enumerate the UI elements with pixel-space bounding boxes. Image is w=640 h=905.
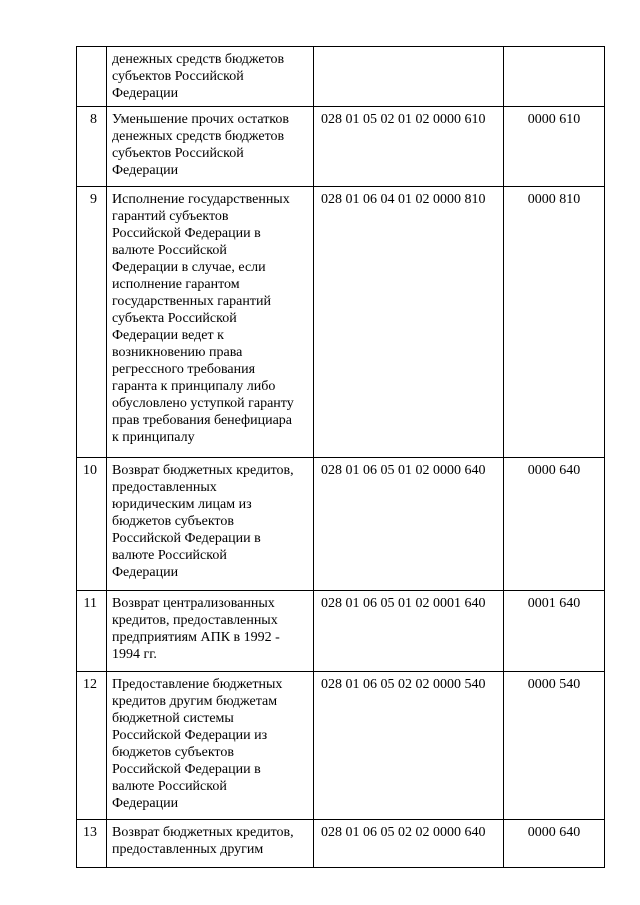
table-row: [77, 591, 605, 672]
row-code: 028 01 06 05 02 02 0000 640: [314, 820, 504, 868]
row-short-code: 0000 640: [504, 820, 605, 868]
table-row: [77, 672, 605, 820]
table-row: [77, 47, 605, 107]
row-short-code: 0000 810: [504, 187, 605, 458]
row-number: 10: [77, 458, 107, 591]
row-code: [314, 47, 504, 107]
table-row: [77, 820, 605, 868]
row-code: 028 01 06 05 01 02 0001 640: [314, 591, 504, 672]
row-description: Возврат бюджетных кредитов, предоставленных юридическим лицам из бюджетов субъектов Российской Федерации в валюте Российской Федерации: [107, 458, 314, 591]
row-description: Предоставление бюджетных кредитов другим бюджетам бюджетной системы Российской Федерации из бюджетов субъектов Российской Федерации в валюте Российской Федерации: [107, 672, 314, 820]
row-short-code: 0000 610: [504, 107, 605, 187]
row-code: 028 01 05 02 01 02 0000 610: [314, 107, 504, 187]
row-short-code: 0000 540: [504, 672, 605, 820]
row-short-code: 0001 640: [504, 591, 605, 672]
row-number: [77, 47, 107, 107]
row-description: Уменьшение прочих остатков денежных средств бюджетов субъектов Российской Федерации: [107, 107, 314, 187]
table-row: [77, 107, 605, 187]
budget-classification-table: [76, 46, 605, 868]
row-description: денежных средств бюджетов субъектов Российской Федерации: [107, 47, 314, 107]
row-description: Возврат централизованных кредитов, предоставленных предприятиям АПК в 1992 - 1994 гг.: [107, 591, 314, 672]
row-code: 028 01 06 05 01 02 0000 640: [314, 458, 504, 591]
row-number: 9: [77, 187, 107, 458]
row-number: 13: [77, 820, 107, 868]
row-short-code: [504, 47, 605, 107]
table-row: [77, 458, 605, 591]
row-number: 12: [77, 672, 107, 820]
row-code: 028 01 06 05 02 02 0000 540: [314, 672, 504, 820]
row-number: 8: [77, 107, 107, 187]
row-description: Возврат бюджетных кредитов, предоставленных другим: [107, 820, 314, 868]
row-description: Исполнение государственных гарантий субъектов Российской Федерации в валюте Российской Федерации в случае, если исполнение гарантом государственных гарантий субъекта Российской Федерации ведет к возникновению права регрессного требования гаранта к принципалу либо обусловлено уступкой гаранту прав требования бенефициара к принципалу: [107, 187, 314, 458]
table-row: [77, 187, 605, 458]
row-code: 028 01 06 04 01 02 0000 810: [314, 187, 504, 458]
table-body: [77, 47, 605, 868]
row-number: 11: [77, 591, 107, 672]
row-short-code: 0000 640: [504, 458, 605, 591]
